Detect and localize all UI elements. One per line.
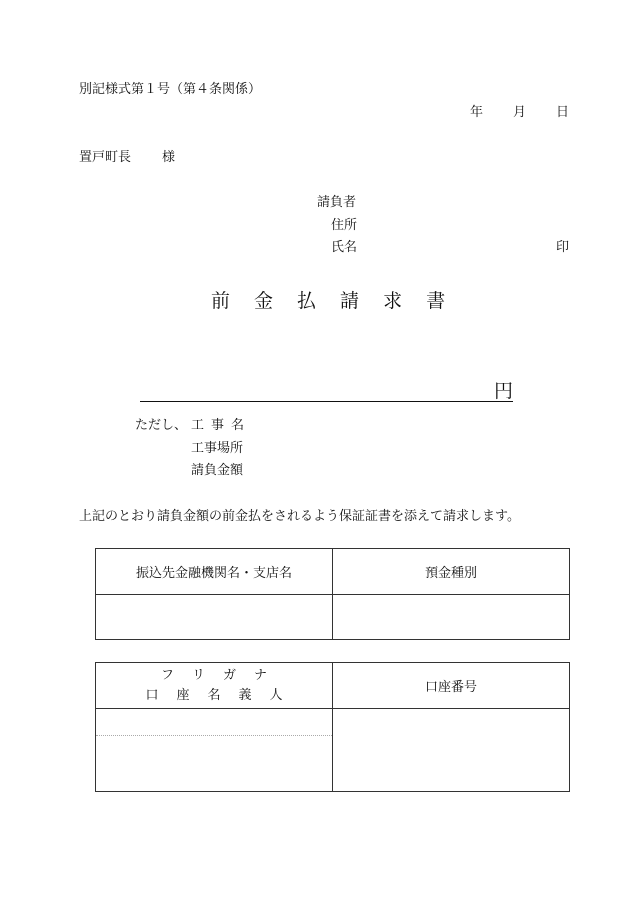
holder-char: 人 [269,687,283,703]
project-name-char: 事 [211,418,225,433]
holder-char: 名 [207,687,221,703]
contractor-name-label: 氏名 [331,240,358,255]
project-name-char: 工 [191,418,205,433]
furigana-char: ガ [223,667,237,683]
title-char: 金 [254,290,274,312]
title-char: 書 [426,290,446,312]
proviso-prefix: ただし、 [135,418,188,433]
holder-label [96,686,332,706]
holder-name-field[interactable] [96,735,332,791]
project-name-char: 名 [231,418,245,433]
account-holder-header [96,663,333,709]
holder-char: 口 [145,687,159,703]
date-year-label: 年 [470,105,484,120]
title-char: 払 [297,290,317,312]
furigana-field[interactable] [96,709,332,735]
title-char: 請 [340,290,360,312]
account-table [95,662,570,792]
document-title [211,290,446,312]
bank-table [95,548,570,640]
request-statement: 上記のとおり請負金額の前金払をされるよう保証証書を添えて請求します。 [79,509,520,524]
site-label: 工事場所 [191,441,244,456]
account-number-field[interactable] [333,709,570,792]
account-number-header: 口座番号 [333,663,570,709]
furigana-char: リ [191,667,205,683]
contractor-label: 請負者 [317,195,357,210]
amount-unit: 円 [494,380,514,402]
contract-amount-label: 請負金額 [191,463,244,478]
project-name-label [191,418,244,434]
deposit-type-field[interactable] [333,595,570,640]
furigana-label [96,666,332,686]
bank-branch-header: 振込先金融機関名・支店名 [96,549,333,595]
date-day-label: 日 [556,105,570,120]
furigana-char: ナ [254,667,268,683]
furigana-char: フ [160,667,174,683]
seal-mark: 印 [556,240,570,255]
amount-underline [140,401,513,402]
addressee-suffix: 様 [162,150,176,165]
title-char: 求 [383,290,403,312]
holder-char: 義 [238,687,252,703]
addressee: 置戸町長 [79,150,132,165]
bank-branch-field[interactable] [96,595,333,640]
holder-char: 座 [176,687,190,703]
contractor-address-label: 住所 [331,218,358,233]
form-reference: 別記様式第１号（第４条関係） [79,82,262,97]
title-char: 前 [211,290,231,312]
date-month-label: 月 [513,105,527,120]
account-holder-field[interactable] [96,709,333,792]
deposit-type-header: 預金種別 [333,549,570,595]
